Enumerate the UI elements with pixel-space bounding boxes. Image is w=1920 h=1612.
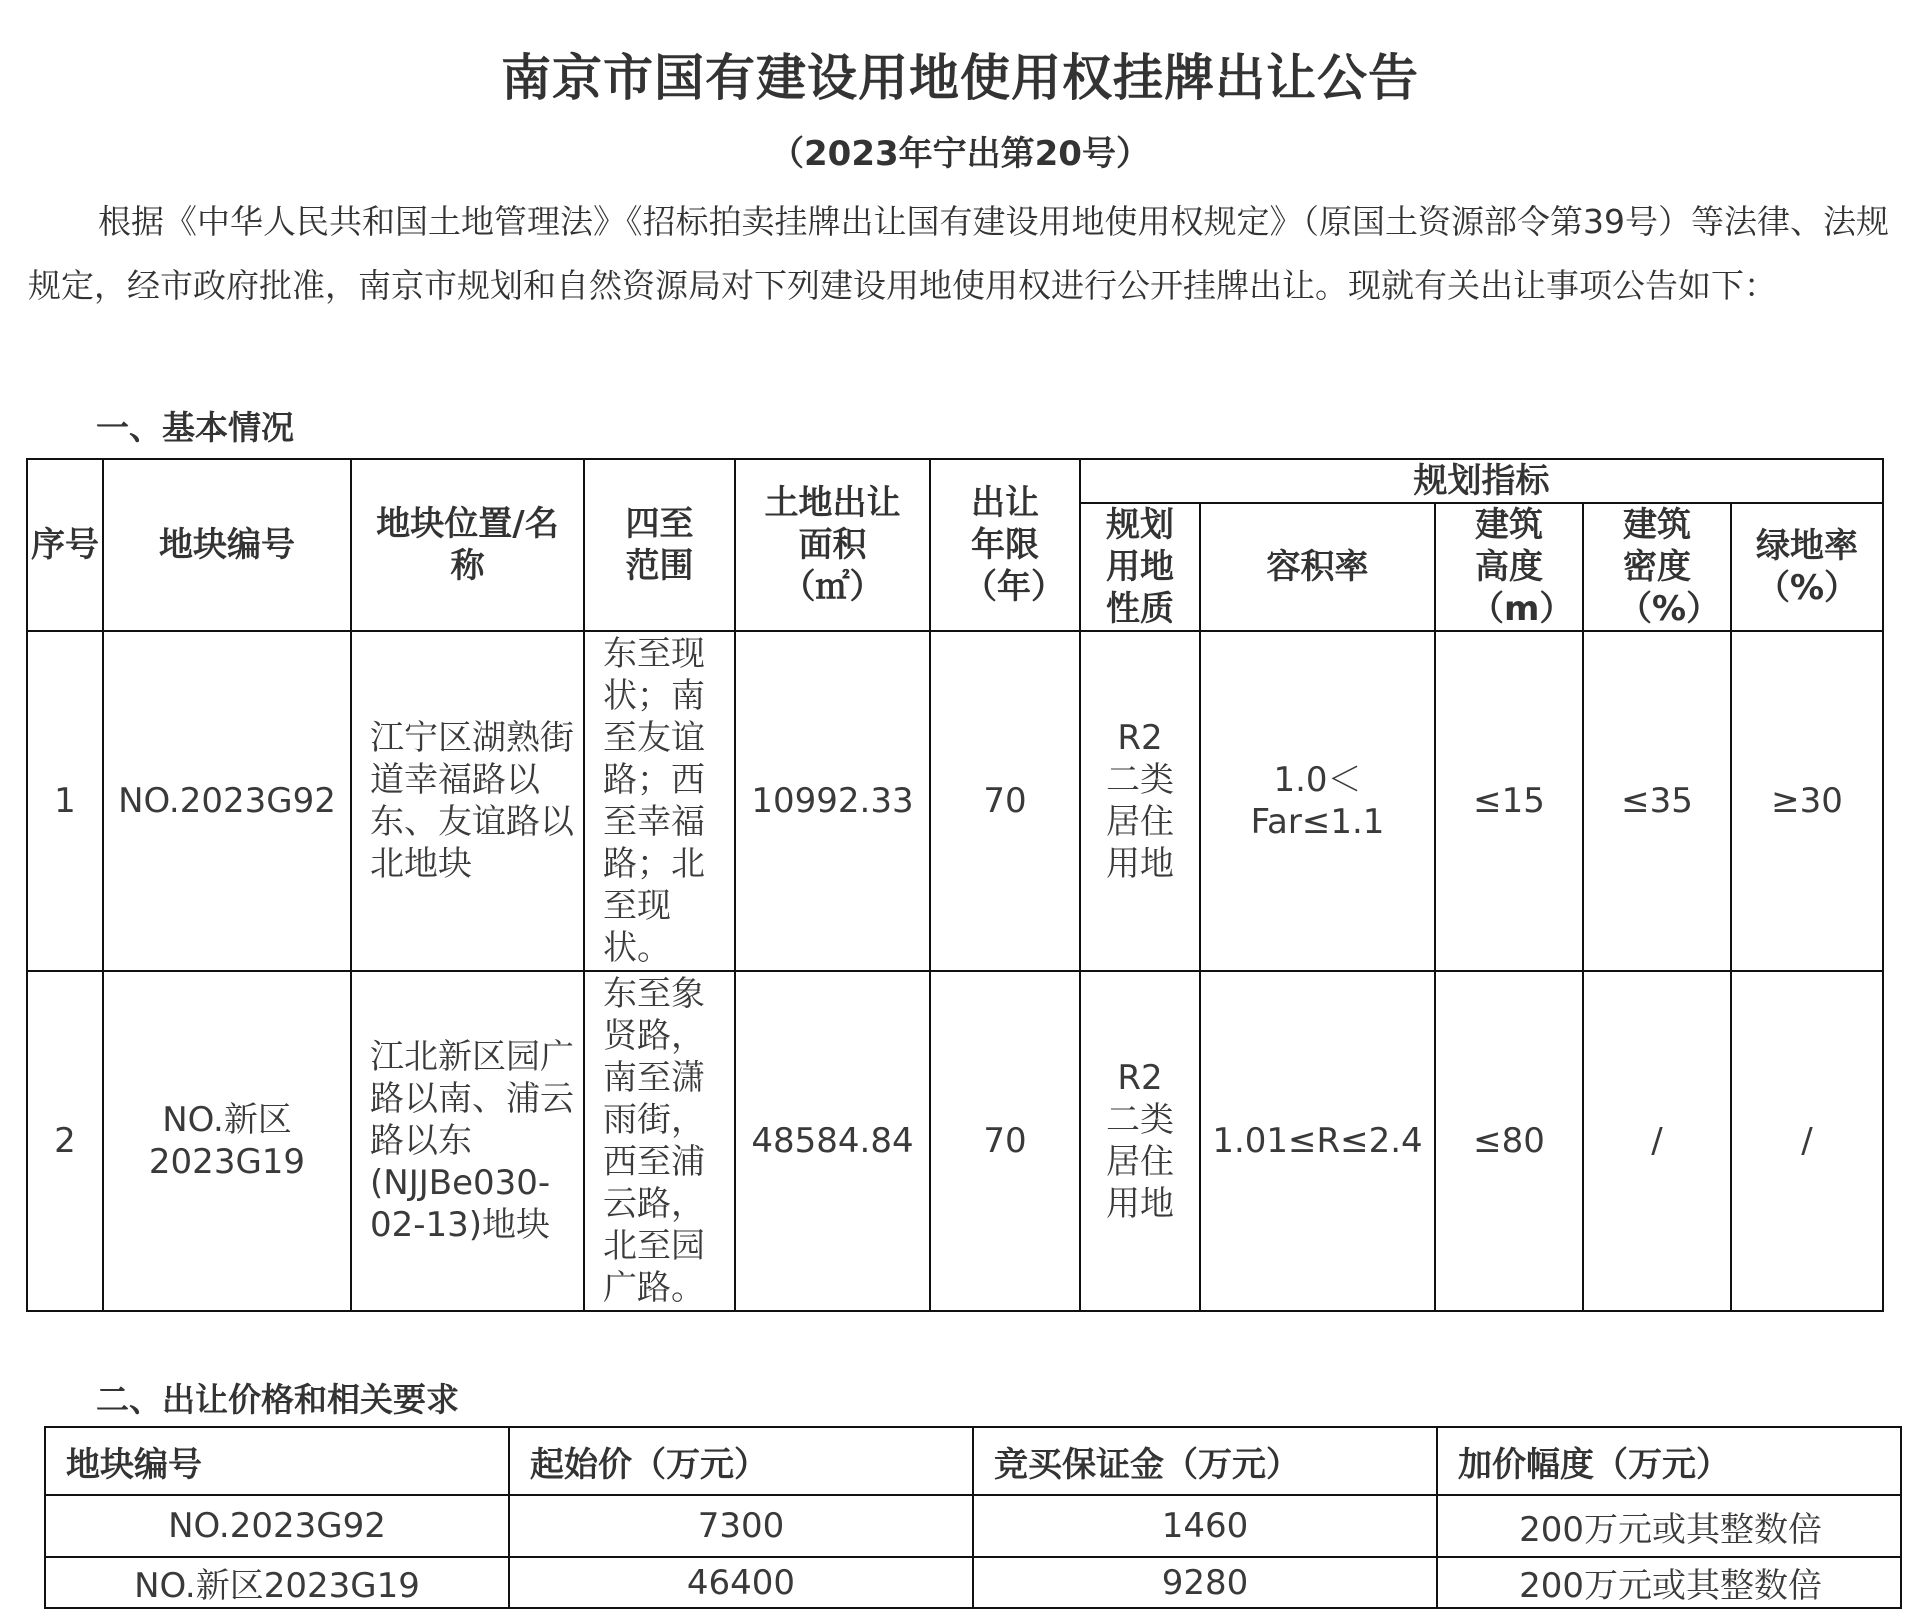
cell-density: / xyxy=(1583,971,1731,1311)
section2-title: 二、出让价格和相关要求 xyxy=(96,1380,459,1419)
cell-green: ≥30 xyxy=(1731,631,1883,971)
cell-height: ≤15 xyxy=(1435,631,1583,971)
cell-parcel-id: NO.新区2023G19 xyxy=(103,971,351,1311)
cell-term: 70 xyxy=(930,631,1080,971)
cell-land-use: R2二类居住用地 xyxy=(1080,971,1200,1311)
cell-area: 48584.84 xyxy=(735,971,930,1311)
page-subtitle: （2023年宁出第20号） xyxy=(770,134,1150,174)
header-far: 容积率 xyxy=(1200,503,1435,631)
basic-info-table xyxy=(26,458,1884,1312)
header-seq: 序号 xyxy=(27,459,103,631)
cell-deposit: 9280 xyxy=(973,1557,1437,1608)
page-title: 南京市国有建设用地使用权挂牌出让公告 xyxy=(501,49,1419,107)
cell-density: ≤35 xyxy=(1583,631,1731,971)
cell-parcel-id: NO.新区2023G19 xyxy=(45,1557,509,1608)
cell-parcel-id: NO.2023G92 xyxy=(45,1495,509,1557)
intro-paragraph: 根据《中华人民共和国土地管理法》《招标拍卖挂牌出让国有建设用地使用权规定》（原国土资源部令第39号）等法律、法规规定，经市政府批准，南京市规划和自然资源局对下列建设用地使用权进行公开挂牌出让。现就有关出让事项公告如下： xyxy=(28,202,1889,305)
header-boundary: 四至范围 xyxy=(584,459,735,631)
cell-land-use: R2二类居住用地 xyxy=(1080,631,1200,971)
cell-far: 1.0＜Far≤1.1 xyxy=(1200,631,1435,971)
cell-location: 江北新区园广路以南、浦云路以东(NJJBe030-02-13)地块 xyxy=(351,971,584,1311)
header-height: 建筑高度（m） xyxy=(1435,503,1583,631)
price-table xyxy=(44,1426,1902,1609)
cell-term: 70 xyxy=(930,971,1080,1311)
table-row xyxy=(27,971,1883,1311)
header-land-use: 规划用地性质 xyxy=(1080,503,1200,631)
table-row xyxy=(45,1495,1901,1557)
cell-deposit: 1460 xyxy=(973,1495,1437,1557)
header-parcel-id: 地块编号 xyxy=(103,459,351,631)
cell-increment: 200万元或其整数倍 xyxy=(1437,1557,1901,1608)
cell-boundary: 东至象贤路，南至潇雨街，西至浦云路，北至园广路。 xyxy=(584,971,735,1311)
header-parcel-id: 地块编号 xyxy=(45,1427,509,1495)
cell-start-price: 7300 xyxy=(509,1495,973,1557)
cell-start-price: 46400 xyxy=(509,1557,973,1608)
header-start-price: 起始价（万元） xyxy=(509,1427,973,1495)
header-increment: 加价幅度（万元） xyxy=(1437,1427,1901,1495)
header-term: 出让年限（年） xyxy=(930,459,1080,631)
cell-boundary: 东至现状；南至友谊路；西至幸福路；北至现状。 xyxy=(584,631,735,971)
cell-seq: 2 xyxy=(27,971,103,1311)
cell-area: 10992.33 xyxy=(735,631,930,971)
cell-seq: 1 xyxy=(27,631,103,971)
header-deposit: 竞买保证金（万元） xyxy=(973,1427,1437,1495)
header-density: 建筑密度（%） xyxy=(1583,503,1731,631)
cell-location: 江宁区湖熟街道幸福路以东、友谊路以北地块 xyxy=(351,631,584,971)
cell-parcel-id: NO.2023G92 xyxy=(103,631,351,971)
header-location: 地块位置/名称 xyxy=(351,459,584,631)
cell-height: ≤80 xyxy=(1435,971,1583,1311)
cell-increment: 200万元或其整数倍 xyxy=(1437,1495,1901,1557)
header-planning: 规划指标 xyxy=(1080,459,1883,503)
cell-far: 1.01≤R≤2.4 xyxy=(1200,971,1435,1311)
table-header-row xyxy=(27,459,1883,503)
header-area: 土地出让面积（㎡） xyxy=(735,459,930,631)
header-green: 绿地率（%） xyxy=(1731,503,1883,631)
table-row xyxy=(45,1557,1901,1608)
table-header-row xyxy=(45,1427,1901,1495)
table-row xyxy=(27,631,1883,971)
section1-title: 一、基本情况 xyxy=(96,408,294,447)
cell-green: / xyxy=(1731,971,1883,1311)
